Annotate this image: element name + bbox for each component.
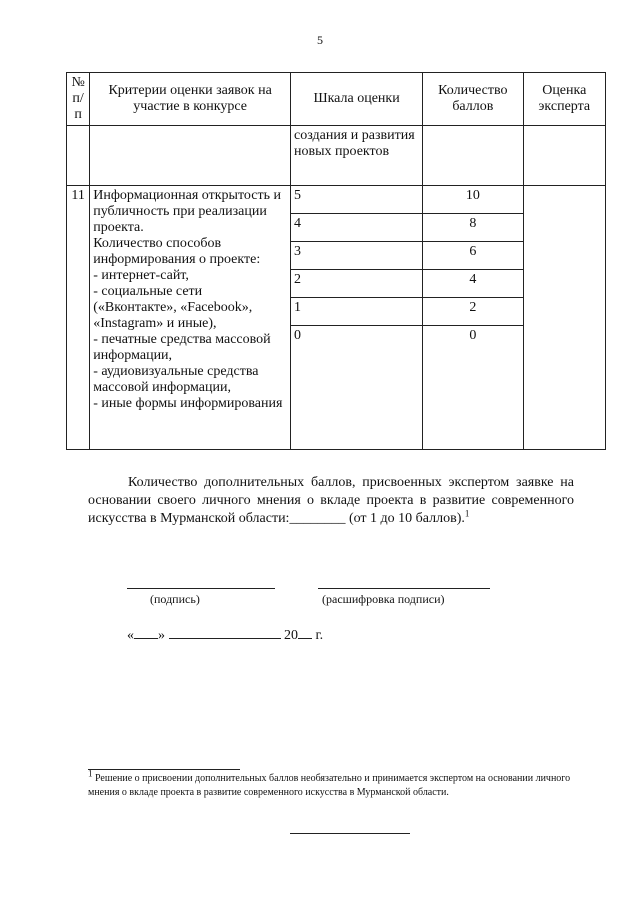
points-cell: 6	[423, 242, 523, 270]
points-cell: 0	[423, 326, 523, 450]
points-cell: 10	[423, 186, 523, 214]
criteria-line: - социальные сети («Вконтакте», «Facebook», «Instagram» и иные),	[93, 284, 253, 331]
additional-points-text: Количество дополнительных баллов, присвоенных экспертом заявке на основании своего личного мнения о вкладе проекта в развитие современного искусства в Мурманской области:________ (от 1 до 10 баллов).	[88, 475, 574, 526]
footnote-mark: 1	[88, 768, 93, 779]
points-cell: 2	[423, 298, 523, 326]
signature-decode-label: (расшифровка подписи)	[322, 592, 445, 606]
header-scale: Шкала оценки	[291, 73, 423, 126]
continued-num-cell	[67, 126, 90, 186]
page-number: 5	[317, 33, 323, 47]
scale-cell: 4	[291, 214, 423, 242]
scale-cell: 2	[291, 270, 423, 298]
continued-scale-cell: создания и развития новых проектов	[291, 126, 423, 186]
date-year-suffix: г.	[315, 628, 324, 643]
date-close-quote: »	[158, 628, 165, 643]
header-criteria: Критерии оценки заявок на участие в конкурсе	[90, 73, 291, 126]
date-month-blank	[169, 624, 281, 639]
points-cell: 4	[423, 270, 523, 298]
date-line	[127, 624, 323, 644]
points-cell: 8	[423, 214, 523, 242]
continued-expert-cell	[523, 126, 605, 186]
continued-criteria-cell	[90, 126, 291, 186]
continued-points-cell	[423, 126, 523, 186]
header-points: Количество баллов	[423, 73, 523, 126]
criteria-line: - аудиовизуальные средства массовой информации,	[93, 364, 259, 395]
date-day-blank	[134, 624, 158, 639]
criteria-line: Количество способов информирования о проекте:	[93, 236, 261, 267]
criteria-line: - печатные средства массовой информации,	[93, 332, 271, 363]
continued-row	[67, 126, 606, 186]
signature-label: (подпись)	[150, 592, 200, 606]
end-of-page-rule	[290, 833, 410, 834]
row-number: 11	[67, 186, 90, 450]
header-num: № п/п	[67, 73, 90, 126]
scale-cell: 0	[291, 326, 423, 450]
footnote-text: Решение о присвоении дополнительных баллов необязательно и принимается экспертом на основании личного мнения о вкладе проекта в развитие современного искусства в Мурманской области.	[88, 773, 571, 798]
date-year-blank	[298, 624, 312, 639]
additional-points-paragraph	[88, 474, 574, 528]
scale-cell: 3	[291, 242, 423, 270]
table-row	[67, 186, 606, 214]
expert-cell	[523, 186, 605, 450]
scale-cell: 5	[291, 186, 423, 214]
signature-decode-line	[318, 588, 490, 589]
signature-line	[127, 588, 275, 589]
criteria-line: - иные формы информирования	[93, 396, 283, 411]
footnote-separator	[88, 769, 240, 770]
criteria-cell	[90, 186, 291, 450]
scale-cell: 1	[291, 298, 423, 326]
criteria-line: - интернет-сайт,	[93, 268, 189, 283]
criteria-table	[66, 72, 606, 450]
table-header-row	[67, 73, 606, 126]
footnote	[88, 768, 576, 800]
date-open-quote: «	[127, 628, 134, 643]
footnote-reference: 1	[464, 508, 470, 519]
criteria-line: Информационная открытость и публичность при реализации проекта.	[93, 188, 281, 235]
date-year-prefix: 20	[284, 628, 298, 643]
header-expert: Оценка эксперта	[523, 73, 605, 126]
